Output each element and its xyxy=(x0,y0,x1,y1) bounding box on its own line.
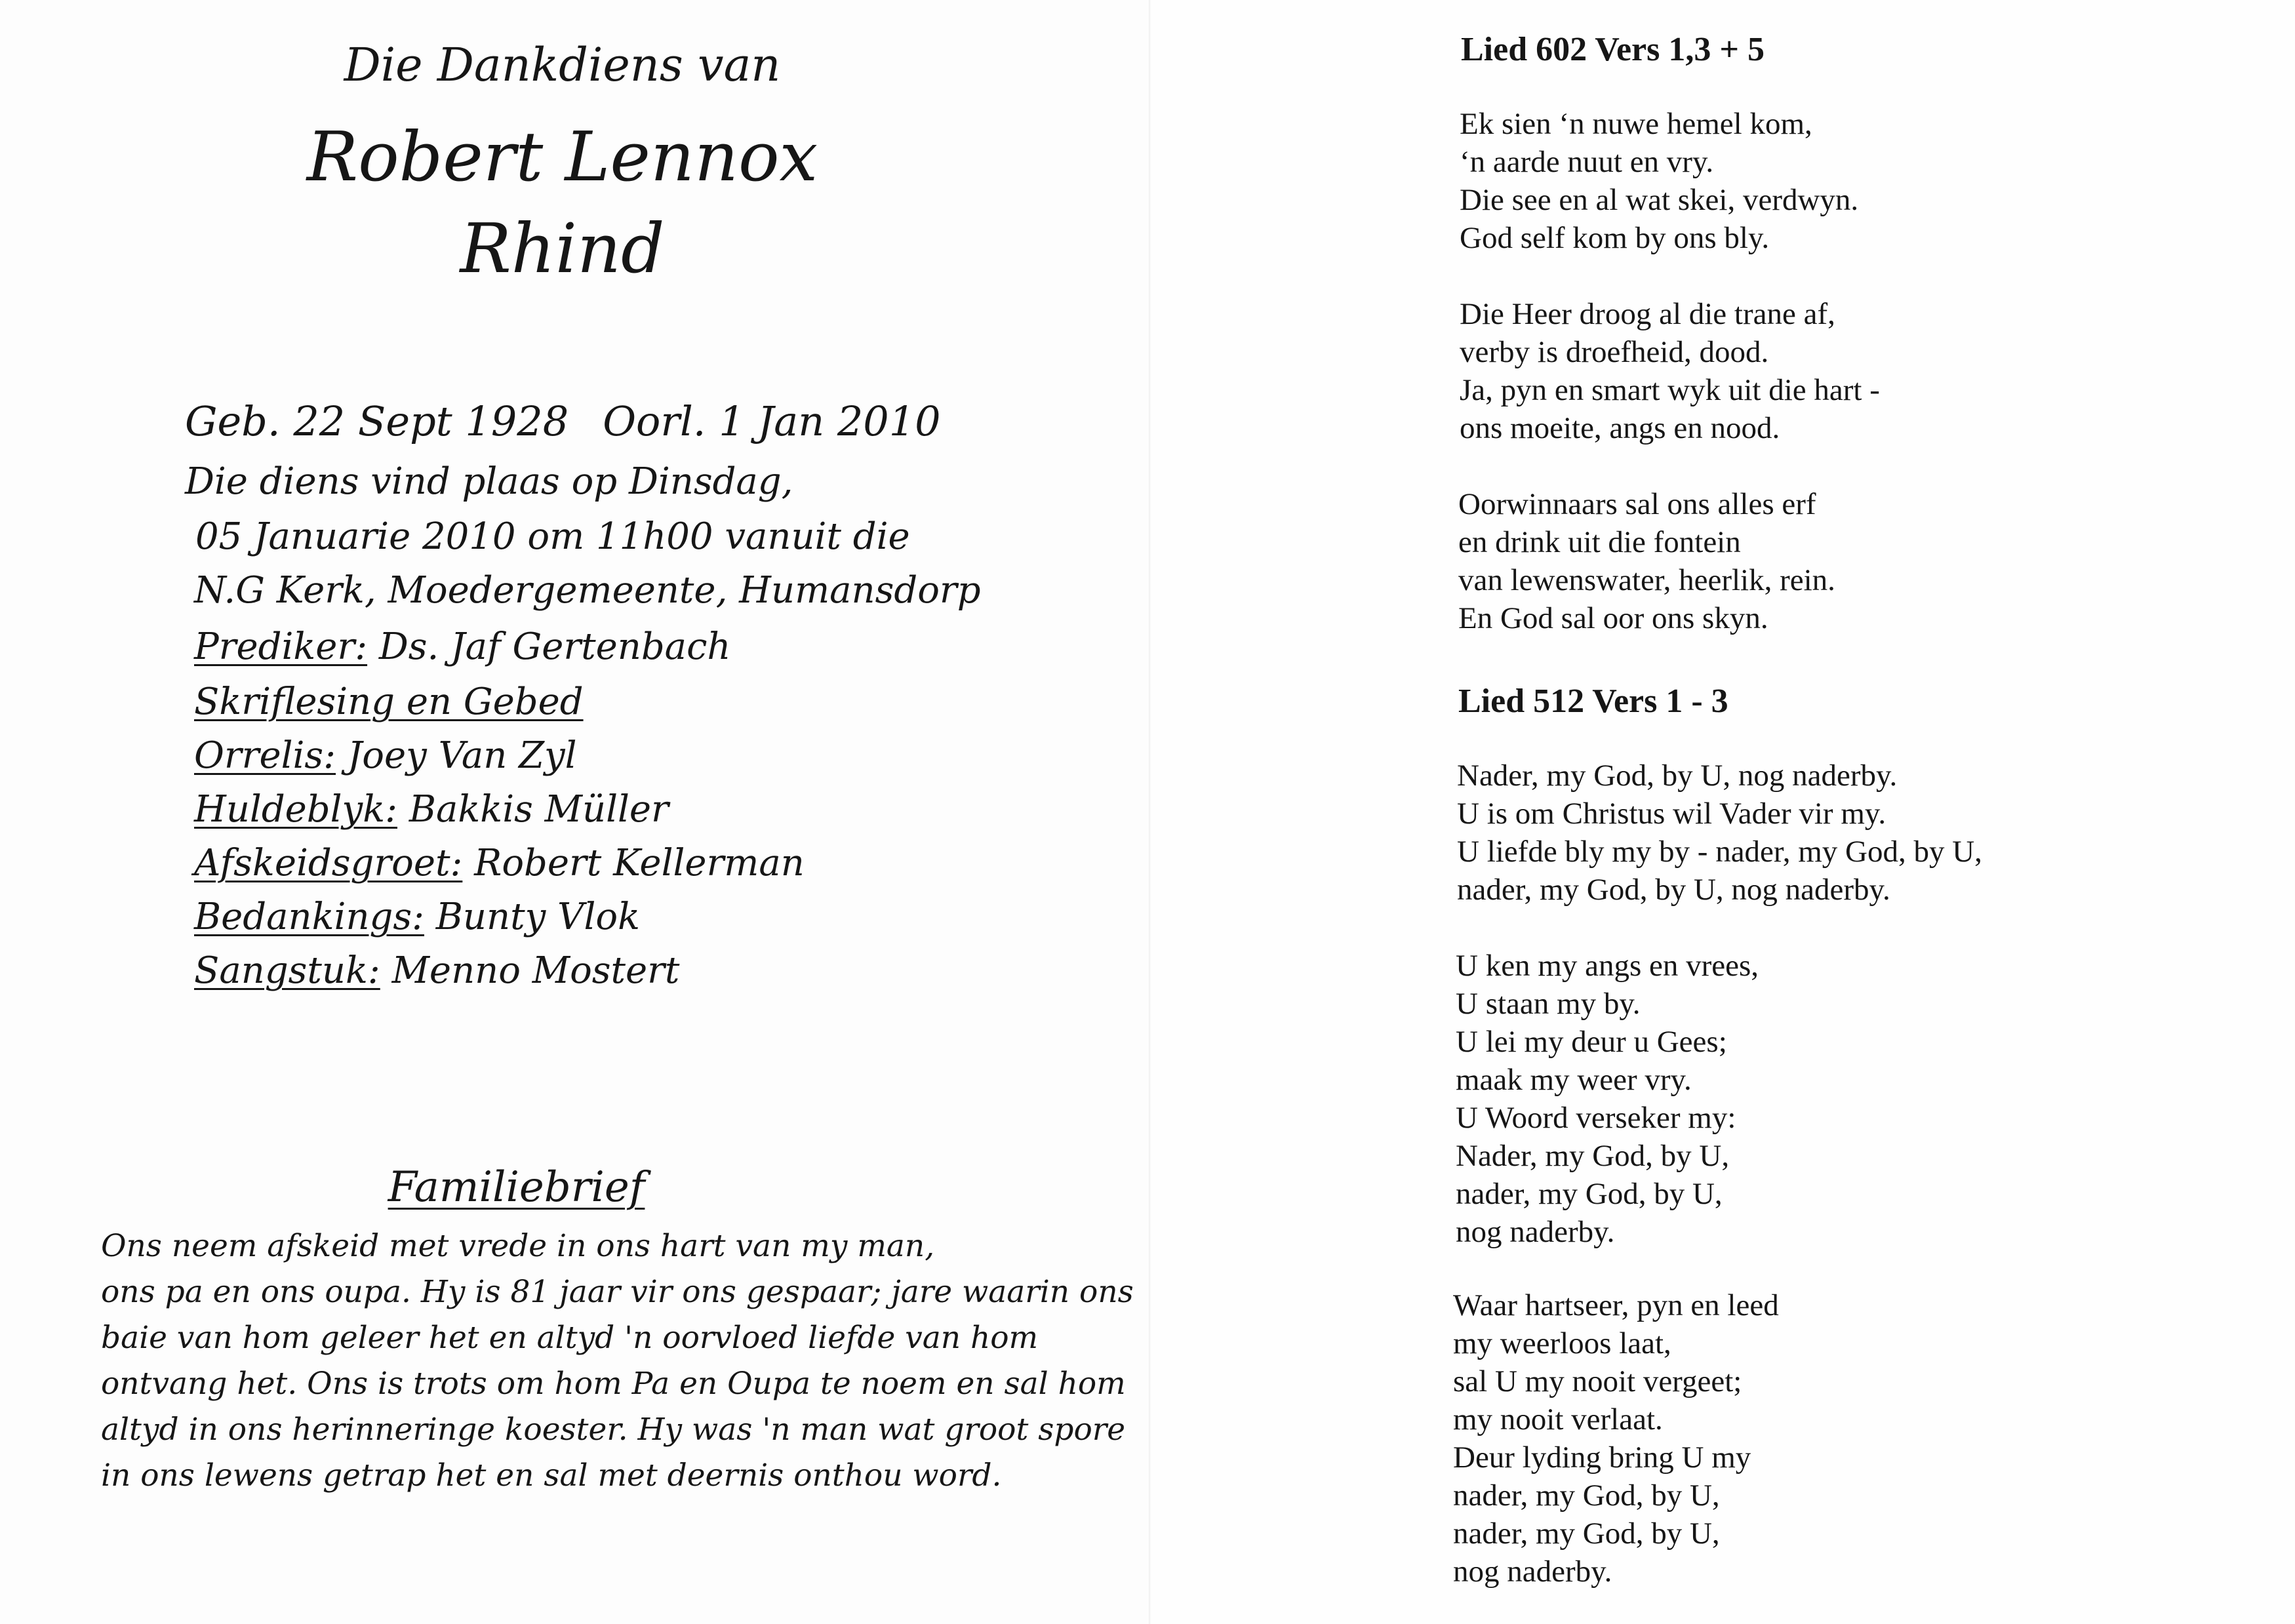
letter-line: altyd in ons herinneringe koester. Hy was 'n man wat groot spore xyxy=(101,1412,1126,1448)
death-date: Oorl. 1 Jan 2010 xyxy=(603,397,941,445)
hymn-line: nader, my God, by U, xyxy=(1456,1177,1723,1211)
hymn-1-verse-1 xyxy=(1460,105,1858,257)
hymn-1-verse-3 xyxy=(1460,295,1880,447)
letter-line: Ons neem afskeid met vrede in ons hart van my man, xyxy=(101,1228,935,1264)
hymn-line: nader, my God, by U, xyxy=(1453,1516,1720,1551)
hymn-line: U ken my angs en vrees, xyxy=(1456,949,1759,983)
page-fold xyxy=(1149,0,1151,1624)
title-line-1: Die Dankdiens van xyxy=(344,38,781,92)
hymn-line: ons moeite, angs en nood. xyxy=(1460,411,1780,445)
letter-line: ontvang het. Ons is trots om hom Pa en Oupa te noem en sal hom xyxy=(101,1366,1126,1402)
life-dates xyxy=(185,397,975,445)
programme-value: Bakkis Müller xyxy=(409,788,669,831)
hymn-2-verse-1 xyxy=(1457,757,1982,909)
programme-item-organist xyxy=(194,734,577,777)
programme-item-farewell xyxy=(194,842,805,884)
programme-item-song xyxy=(194,949,679,992)
hymn-line: nader, my God, by U, nog naderby. xyxy=(1457,873,1890,907)
programme-value: Ds. Jaf Gertenbach xyxy=(378,625,731,668)
birth-date: Geb. 22 Sept 1928 xyxy=(185,397,569,445)
hymn-line: Die see en al wat skei, verdwyn. xyxy=(1460,183,1859,217)
hymn-line: sal U my nooit vergeet; xyxy=(1453,1364,1742,1398)
programme-value: Robert Kellerman xyxy=(474,842,805,884)
service-line: Die diens vind plaas op Dinsdag, xyxy=(185,460,793,503)
family-letter xyxy=(101,1223,1134,1499)
hymn-line: verby is droefheid, dood. xyxy=(1460,335,1769,369)
hymn-line: Deur lyding bring U my xyxy=(1453,1440,1751,1475)
programme-label: Sangstuk: xyxy=(194,949,380,992)
hymn-line: Die Heer droog al die trane af, xyxy=(1460,297,1835,331)
programme-item-preacher xyxy=(194,625,731,668)
hymn-1-title: Lied 602 Vers 1,3 + 5 xyxy=(1461,31,1765,68)
hymn-line: ‘n aarde nuut en vry. xyxy=(1460,145,1714,179)
hymn-line: Oorwinnaars sal ons alles erf xyxy=(1458,487,1816,521)
letter-line: in ons lewens getrap het en sal met deernis onthou word. xyxy=(101,1457,1002,1494)
programme-label: Prediker: xyxy=(194,625,368,668)
programme-label: Bedankings: xyxy=(194,896,424,938)
programme-label: Skriflesing en Gebed xyxy=(194,681,584,723)
programme-label: Afskeidsgroet: xyxy=(194,842,463,884)
hymn-line: En God sal oor ons skyn. xyxy=(1458,601,1768,635)
hymn-line: U is om Christus wil Vader vir my. xyxy=(1457,797,1886,831)
hymn-line: en drink uit die fontein xyxy=(1458,525,1741,559)
hymn-line: U staan my by. xyxy=(1456,987,1641,1021)
hymn-line: my weerloos laat, xyxy=(1453,1326,1671,1360)
hymn-2-verse-2 xyxy=(1456,947,1759,1251)
programme-value: Joey Van Zyl xyxy=(347,734,577,777)
hymn-2-title: Lied 512 Vers 1 - 3 xyxy=(1458,683,1728,720)
programme-value: Menno Mostert xyxy=(391,949,680,992)
deceased-name: Robert Lennox xyxy=(306,117,818,197)
hymn-line: nog naderby. xyxy=(1456,1215,1615,1249)
hymn-2-verse-3 xyxy=(1453,1286,1779,1591)
programme-label: Orrelis: xyxy=(194,734,336,777)
hymn-line: nader, my God, by U, xyxy=(1453,1478,1720,1513)
hymn-line: Ja, pyn en smart wyk uit die hart - xyxy=(1460,373,1880,407)
hymn-line: Nader, my God, by U, nog naderby. xyxy=(1457,759,1898,793)
letter-line: baie van hom geleer het en altyd 'n oorvloed liefde van hom xyxy=(101,1320,1039,1356)
hymn-1-verse-5 xyxy=(1458,485,1835,637)
hymn-line: God self kom by ons bly. xyxy=(1460,221,1770,255)
service-line: N.G Kerk, Moedergemeente, Humansdorp xyxy=(194,569,981,612)
hymn-line: van lewenswater, heerlik, rein. xyxy=(1458,563,1835,597)
hymn-line: Waar hartseer, pyn en leed xyxy=(1453,1288,1779,1322)
programme-item-thanks xyxy=(194,896,640,938)
hymn-line: Ek sien ‘n nuwe hemel kom, xyxy=(1460,107,1812,141)
hymn-line: Nader, my God, by U, xyxy=(1456,1139,1730,1173)
hymn-line: U Woord verseker my: xyxy=(1456,1101,1736,1135)
deceased-surname: Rhind xyxy=(460,208,665,288)
programme-item-tribute xyxy=(194,788,669,831)
hymn-line: U lei my deur u Gees; xyxy=(1456,1025,1727,1059)
programme-value: Bunty Vlok xyxy=(435,896,641,938)
hymn-line: U liefde bly my by - nader, my God, by U, xyxy=(1457,835,1982,869)
hymn-line: my nooit verlaat. xyxy=(1453,1402,1663,1436)
service-line: 05 Januarie 2010 om 11h00 vanuit die xyxy=(195,515,910,558)
programme-item-reading xyxy=(194,681,584,723)
programme-label: Huldeblyk: xyxy=(194,788,397,831)
letter-line: ons pa en ons oupa. Hy is 81 jaar vir ons gespaar; jare waarin ons xyxy=(101,1274,1134,1310)
hymn-line: nog naderby. xyxy=(1453,1555,1612,1589)
hymn-line: maak my weer vry. xyxy=(1456,1063,1692,1097)
family-letter-heading: Familiebrief xyxy=(388,1163,645,1212)
